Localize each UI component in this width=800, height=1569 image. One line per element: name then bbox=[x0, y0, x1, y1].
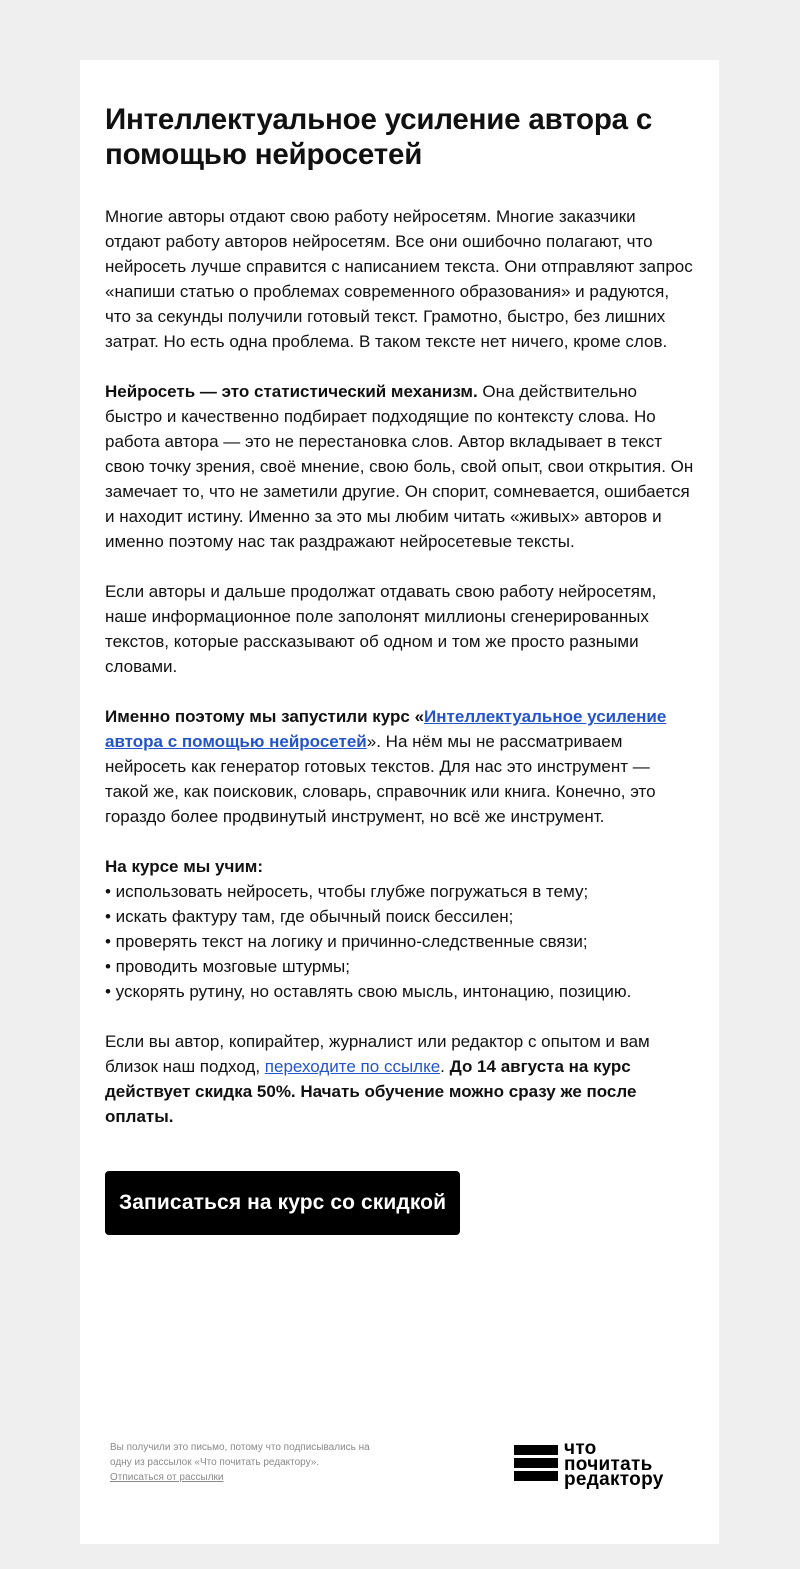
paragraph-text: . На нём мы не рассматриваем нейросеть как генератор готовых текстов. Для нас это инструмент — такой же, как поисковик, словарь, справочник или книга. Конечно, это гораздо более продвинутый инструмент, но всё же инструмент. bbox=[105, 732, 656, 826]
logo-bar bbox=[514, 1471, 558, 1481]
list-item: • искать фактуру там, где обычный поиск бессилен; bbox=[105, 907, 514, 926]
email-content bbox=[105, 102, 695, 1235]
list-item: • проводить мозговые штурмы; bbox=[105, 957, 350, 976]
course-link[interactable]: Интеллектуальное усиление автора с помощью нейросетей bbox=[105, 707, 667, 751]
logo-line: что bbox=[564, 1438, 597, 1459]
paragraph-text: Она действительно быстро и качественно подбирает подходящие по контексту слова. Но работа автора — это не перестановка слов. Автор вкладывает в текст свою точку зрения, своё мнение, свою боль, свой опыт, свои открытия. Он замечает то, что не заметили другие. Он спорит, сомневается, ошибается и находит истину. Именно за это мы любим читать «живых» авторов и именно поэтому нас так раздражают нейросетевые тексты. bbox=[105, 382, 694, 551]
list-item: • использовать нейросеть, чтобы глубже погружаться в тему; bbox=[105, 882, 589, 901]
list-item: • проверять текст на логику и причинно-следственные связи; bbox=[105, 932, 588, 951]
logo-bars-icon bbox=[514, 1445, 558, 1484]
email-card bbox=[80, 60, 719, 1544]
paragraph-text: Если вы автор, копирайтер, журналист или редактор с опытом и вам близок наш подход, bbox=[105, 1032, 650, 1076]
logo-bar bbox=[514, 1445, 558, 1455]
paragraph-neural-network bbox=[105, 379, 695, 554]
list-item: • ускорять рутину, но оставлять свою мысль, интонацию, позицию. bbox=[105, 982, 632, 1001]
paragraph-dot: . bbox=[440, 1057, 445, 1076]
paragraph-bold-lead: Нейросеть — это статистический механизм. bbox=[105, 382, 478, 401]
course-intro-quote-close: » bbox=[366, 732, 377, 751]
course-list bbox=[105, 854, 695, 1004]
discount-text: До 14 августа на курс действует скидка 50%. Начать обучение можно сразу же после оплаты. bbox=[105, 1057, 637, 1126]
paragraph-intro: Многие авторы отдают свою работу нейросетям. Многие заказчики отдают работу авторов нейросетям. Все они ошибочно полагают, что нейросеть лучше справится с написанием текста. Они отправляют запрос «напиши статью о проблемах современного образования» и радуются, что за секунды получили готовый текст. Грамотно, быстро, без лишних затрат. Но есть одна проблема. В таком тексте нет ничего, кроме слов. bbox=[105, 207, 693, 351]
logo-line: редактору bbox=[564, 1469, 664, 1490]
subscription-notice: Вы получили это письмо, потому что подписывались на одну из рассылок «Что почитать редактору». bbox=[110, 1442, 370, 1468]
logo-line: почитать bbox=[564, 1453, 653, 1475]
paragraph-call-to-action bbox=[105, 1029, 695, 1129]
unsubscribe-link[interactable]: Отписаться от рассылки bbox=[110, 1472, 224, 1483]
paragraph-information-field: Если авторы и дальше продолжат отдавать свою работу нейросетям, наше информационное поле заполонят миллионы сгенерированных текстов, которые рассказывают об одном и том же просто разными словами. bbox=[105, 582, 657, 676]
logo-text bbox=[564, 1438, 664, 1490]
paragraph-course-intro bbox=[105, 704, 695, 829]
follow-link[interactable]: переходите по ссылке bbox=[264, 1057, 441, 1076]
email-title: Интеллектуальное усиление автора с помощью нейросетей bbox=[105, 103, 653, 171]
footer-note bbox=[110, 1440, 390, 1485]
signup-discount-button[interactable]: Записаться на курс со скидкой bbox=[105, 1171, 460, 1235]
logo-bar bbox=[514, 1458, 558, 1468]
brand-logo[interactable] bbox=[514, 1438, 690, 1494]
course-list-heading: На курсе мы учим: bbox=[105, 857, 264, 876]
course-intro-bold: Именно поэтому мы запустили курс « bbox=[105, 707, 425, 726]
